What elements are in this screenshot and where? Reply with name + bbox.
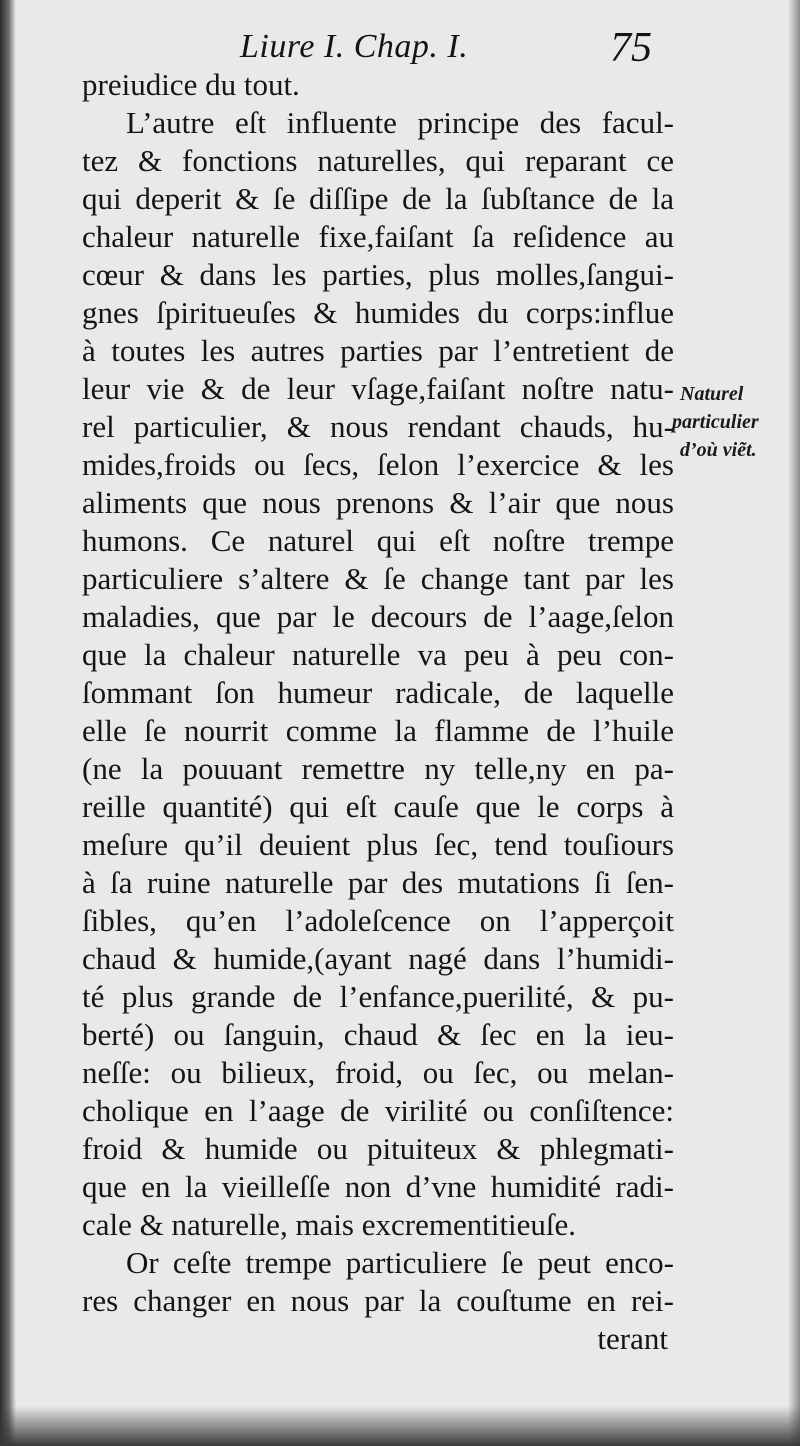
- text-line: aliments que nous prenons & l’air que nous: [82, 485, 674, 520]
- marginal-note-line: particulier: [672, 411, 759, 433]
- text-line: humons. Ce naturel qui eſt noſtre trempe: [82, 523, 674, 558]
- running-head: [240, 22, 660, 70]
- text-line: ſommant ſon humeur radicale, de laquelle: [82, 675, 674, 710]
- text-line: à ſa ruine naturelle par des mutations ſi ſen-: [82, 865, 674, 900]
- text-line: reille quantité) qui eſt cauſe que le corps à: [82, 789, 674, 824]
- text-line: cale & naturelle, mais excrementitieuſe.: [82, 1207, 577, 1242]
- page-number: 75: [610, 25, 652, 71]
- text-line: maladies, que par le decours de l’aage,ſelon: [82, 599, 674, 634]
- scan-edge-left: [0, 0, 16, 1446]
- text-line: rel particulier, & nous rendant chauds, hu-: [82, 409, 674, 444]
- text-line: té plus grande de l’enfance,puerilité, & pu-: [82, 979, 674, 1014]
- text-line: (ne la pouuant remettre ny telle,ny en pa-: [82, 751, 674, 786]
- body-text: [82, 66, 674, 1358]
- text-line: L’autre eſt influente principe des facul-: [126, 105, 674, 140]
- text-line: Or ceſte trempe particuliere ſe peut enco-: [126, 1245, 674, 1280]
- text-line: qui deperit & ſe diſſipe de la ſubſtance de la: [82, 181, 674, 216]
- text-line: que la chaleur naturelle va peu à peu con-: [82, 637, 674, 672]
- text-line: gnes ſpiritueuſes & humides du corps:influe: [82, 295, 674, 330]
- scan-edge-right: [788, 0, 800, 1446]
- text-line: neſſe: ou bilieux, froid, ou ſec, ou melan-: [82, 1055, 674, 1090]
- text-line: mides,froids ou ſecs, ſelon l’exercice & les: [82, 447, 674, 482]
- text-line: leur vie & de leur vſage,faiſant noſtre natu-: [82, 371, 674, 406]
- marginal-note-line: Naturel: [680, 383, 744, 405]
- text-line: cœur & dans les parties, plus molles,ſangui-: [82, 257, 674, 292]
- text-line: tez & fonctions naturelles, qui reparant ce: [82, 143, 674, 178]
- text-line: chaleur naturelle fixe,faiſant ſa reſidence au: [82, 219, 674, 254]
- marginal-note: [672, 380, 792, 464]
- text-line: cholique en l’aage de virilité ou conſiſtence:: [82, 1093, 674, 1128]
- scan-edge-bottom: [0, 1406, 800, 1446]
- text-line: preiudice du tout.: [82, 67, 300, 102]
- text-line: res changer en nous par la couſtume en rei-: [82, 1283, 674, 1318]
- text-line: meſure qu’il deuient plus ſec, tend touſiours: [82, 827, 674, 862]
- text-line: froid & humide ou pituiteux & phlegmati-: [82, 1131, 674, 1166]
- marginal-note-line: d’où viẽt.: [680, 439, 757, 461]
- text-line: chaud & humide,(ayant nagé dans l’humidi-: [82, 941, 674, 976]
- text-line: berté) ou ſanguin, chaud & ſec en la ieu-: [82, 1017, 674, 1052]
- text-line: particuliere s’altere & ſe change tant par les: [82, 561, 674, 596]
- text-line: elle ſe nourrit comme la flamme de l’huile: [82, 713, 674, 748]
- text-line: à toutes les autres parties par l’entretient de: [82, 333, 674, 368]
- text-line: que en la vieilleſſe non d’vne humidité radi-: [82, 1169, 674, 1204]
- catchword: terant: [597, 1321, 668, 1356]
- text-line: ſibles, qu’en l’adoleſcence on l’apperçoit: [82, 903, 674, 938]
- running-head-title: Liure I. Chap. I.: [240, 28, 469, 65]
